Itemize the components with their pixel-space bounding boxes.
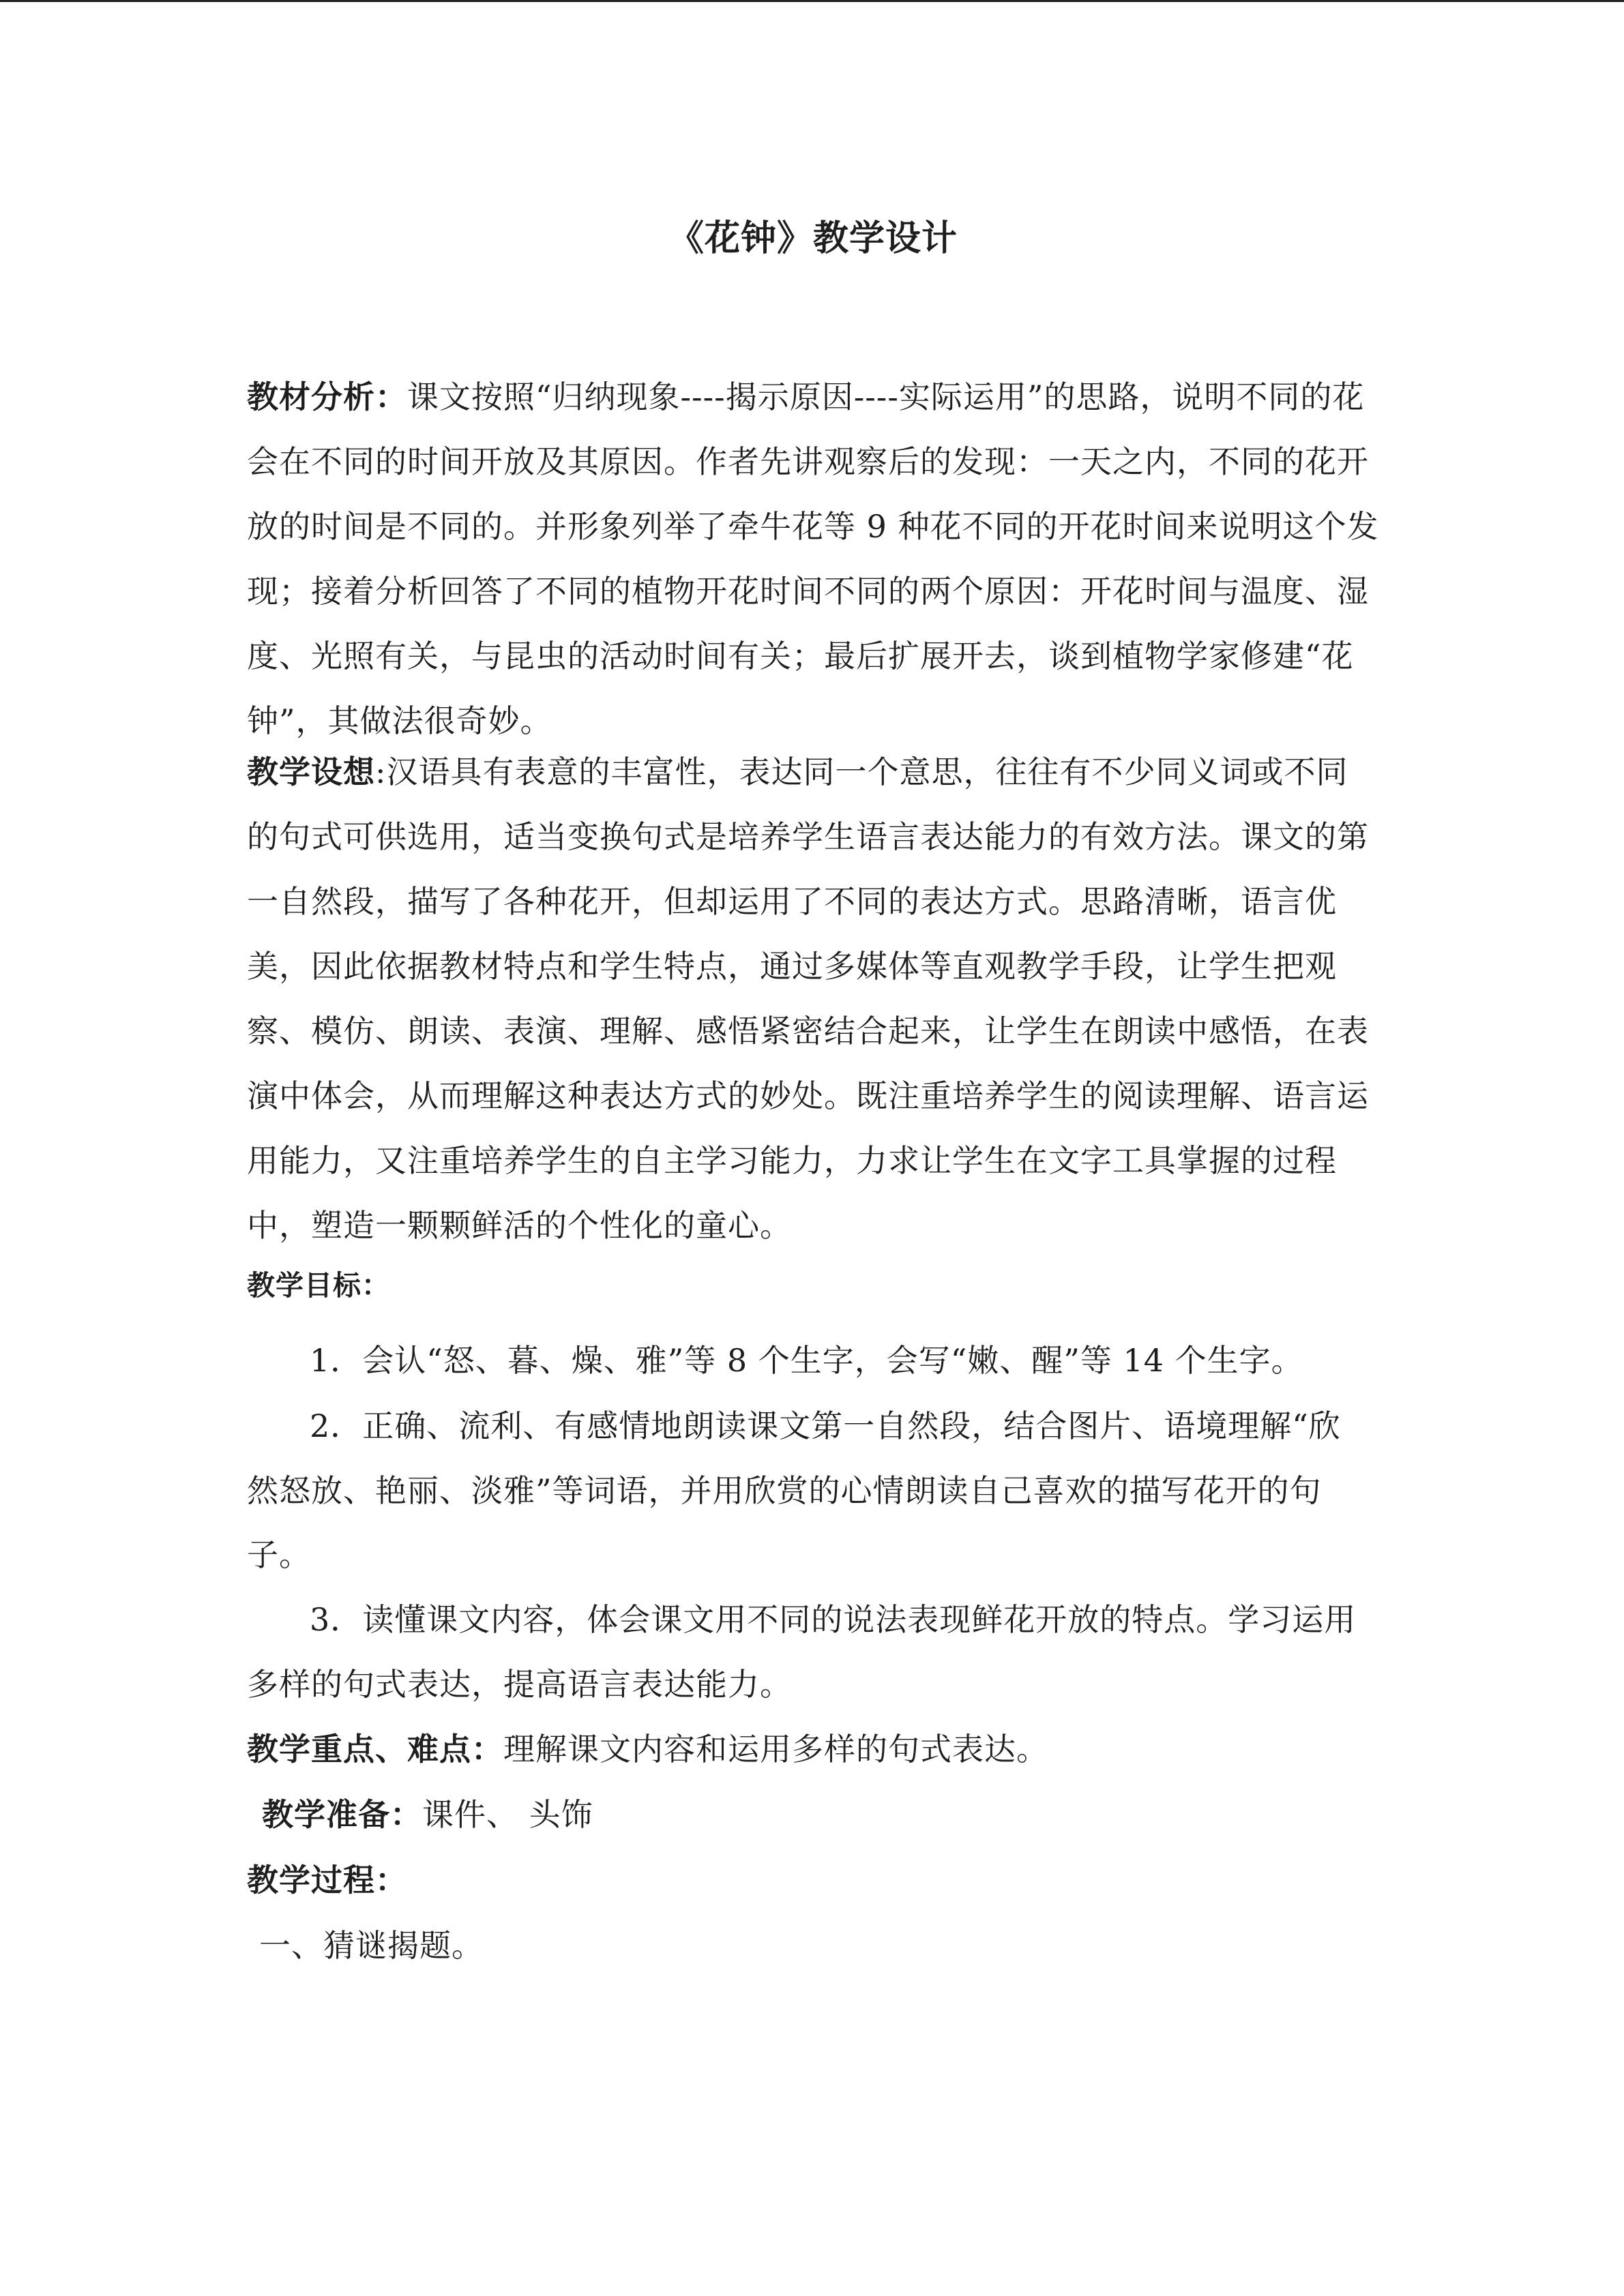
top-border-line xyxy=(0,0,1624,2)
teaching-idea-text: :汉语具有表意的丰富性，表达同一个意思，往往有不少同义词或不同的句式可供选用，适当变换句式是培养学生语言表达能力的有效方法。课文的第一自然段，描写了各种花开，但却运用了不同的表达方式。思路清晰，语言优美，因此依据教材特点和学生特点，通过多媒体等直观教学手段，让学生把观察、模仿、朗读、表演、理解、感悟紧密结合起来，让学生在朗读中感悟，在表演中体会，从而理解这种表达方式的妙处。既注重培养学生的阅读理解、语言运用能力，又注重培养学生的自主学习能力，力求让学生在文字工具掌握的过程中，塑造一颗颗鲜活的个性化的童心。 xyxy=(247,754,1369,1244)
goal-item-2-line-2: 然怒放、艳丽、淡雅”等词语，并用欣赏的心情朗读自己喜欢的描写花开的句 xyxy=(247,1472,1322,1509)
material-analysis-label: 教材分析： xyxy=(247,378,407,415)
preparation-label: 教学准备： xyxy=(262,1796,422,1833)
document-title: 《花钟》教学设计 xyxy=(668,218,958,259)
teaching-idea-paragraph xyxy=(247,740,1379,1258)
preparation-line xyxy=(262,1787,593,1842)
goal-item-2-line-3: 子。 xyxy=(247,1536,311,1573)
preparation-text: 课件、 头饰 xyxy=(422,1796,593,1833)
process-step-1: 一、猜谜揭题。 xyxy=(259,1927,484,1964)
key-points-line xyxy=(247,1722,1048,1776)
material-analysis-paragraph xyxy=(247,365,1379,754)
teaching-process-heading: 教学过程： xyxy=(247,1862,407,1898)
key-points-label: 教学重点、难点： xyxy=(247,1731,503,1768)
goal-item-1-line-1: 1．会认“怒、暮、燥、雅”等 8 个生字，会写“嫩、醒”等 14 个生字。 xyxy=(310,1342,1303,1379)
key-points-text: 理解课文内容和运用多样的句式表达。 xyxy=(503,1731,1048,1768)
goal-item-2-line-1: 2．正确、流利、有感情地朗读课文第一自然段，结合图片、语境理解“欣 xyxy=(310,1407,1341,1444)
material-analysis-text: 课文按照“归纳现象----揭示原因----实际运用”的思路，说明不同的花会在不同的时间开放及其原因。作者先讲观察后的发现：一天之内，不同的花开放的时间是不同的。并形象列举了牵牛花等 9 种花不同的开花时间来说明这个发现；接着分析回答了不同的植物开花时间不同的两个原因：开花时间与温度、湿度、光照有关，与昆虫的活动时间有关；最后扩展开去，谈到植物学家修建“花钟”，其做法很奇妙。 xyxy=(247,378,1379,739)
teaching-idea-label: 教学设想 xyxy=(247,754,375,790)
goal-item-3-line-2: 多样的句式表达，提高语言表达能力。 xyxy=(247,1666,792,1703)
teaching-goals-heading: 教学目标： xyxy=(247,1269,390,1302)
goal-item-3-line-1: 3．读懂课文内容，体会课文用不同的说法表现鲜花开放的特点。学习运用 xyxy=(310,1601,1357,1638)
